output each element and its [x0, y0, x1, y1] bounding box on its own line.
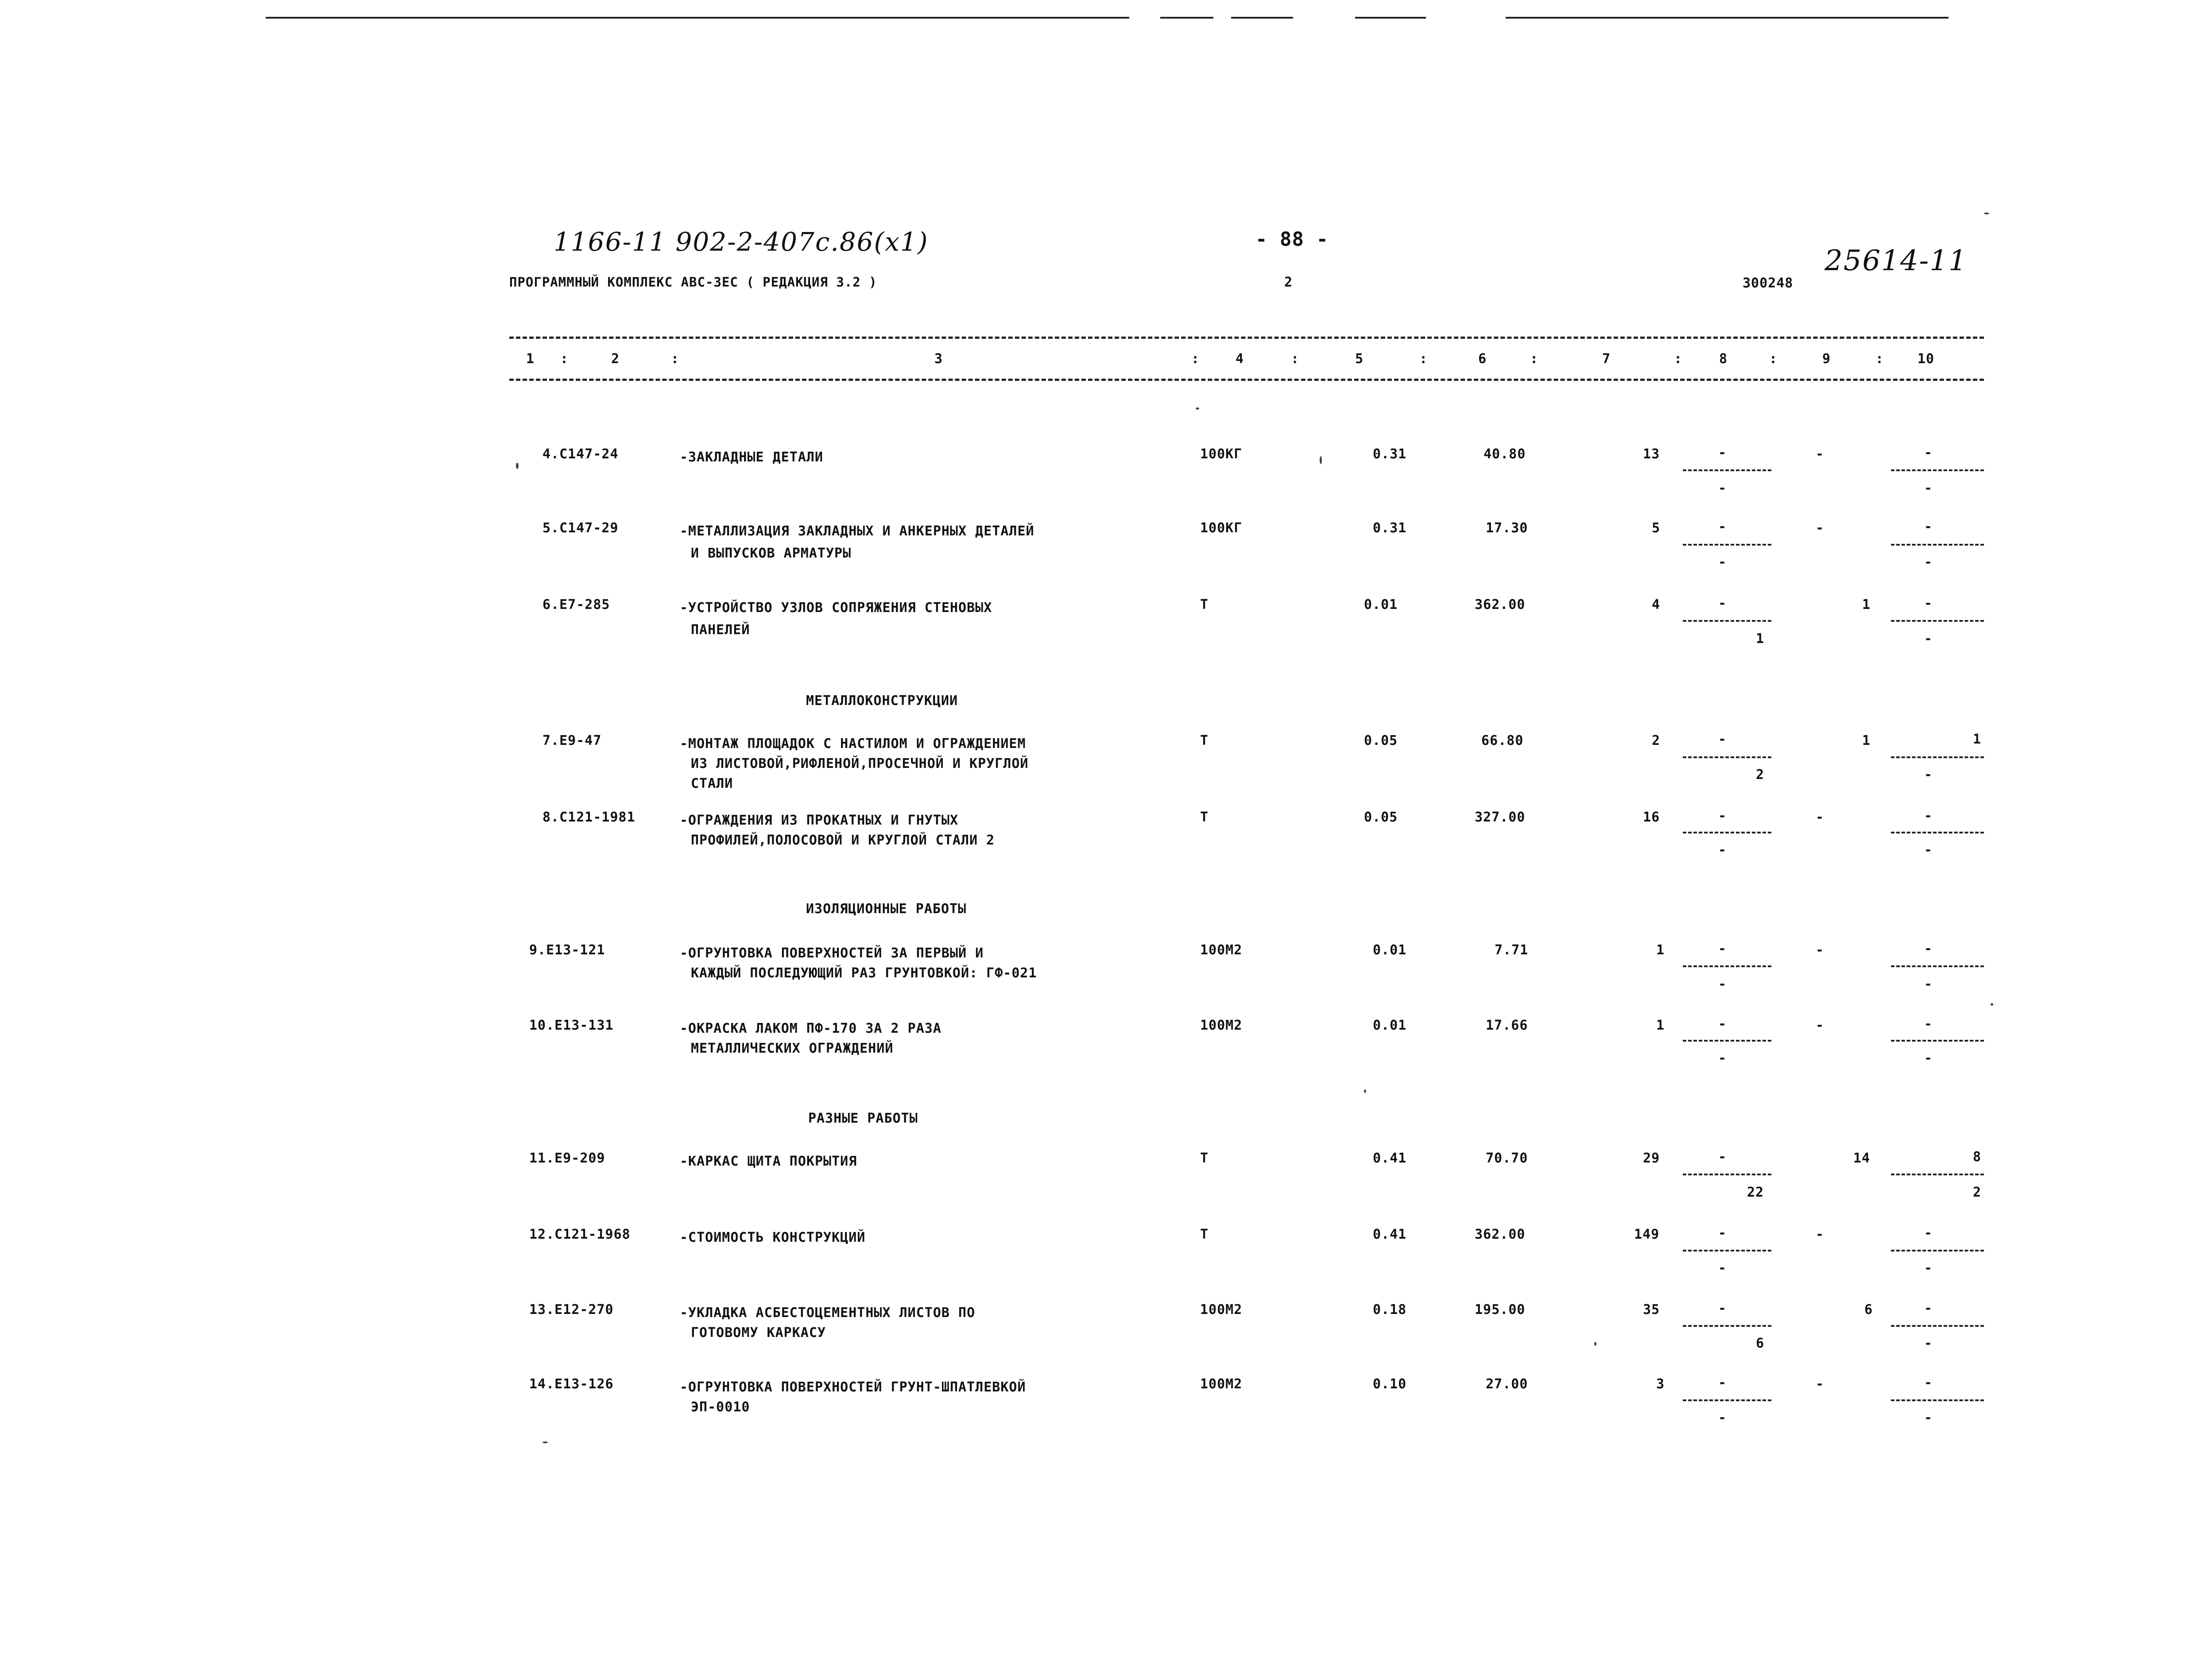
row-c8-bot: -	[1718, 842, 1727, 858]
col-sep: :	[1530, 351, 1539, 367]
col-header-1: 1	[526, 351, 535, 367]
row-price: 27.00	[1486, 1376, 1528, 1392]
row-c8-bot: -	[1718, 976, 1727, 992]
row-c10-bot: -	[1924, 1336, 1933, 1351]
row-code: 9.E13-121	[529, 942, 605, 958]
row-c8-top: -	[1718, 1301, 1727, 1316]
row-code: 11.E9-209	[529, 1151, 605, 1166]
row-c9: -	[1816, 1376, 1825, 1392]
sheet-number: 2	[1284, 275, 1293, 290]
row-unit: 100М2	[1200, 942, 1243, 958]
row-c8-top: -	[1718, 596, 1727, 611]
cell-rule	[1891, 1399, 1984, 1401]
cell-rule	[1891, 1174, 1984, 1175]
cell-rule	[1683, 832, 1771, 833]
scan-speck	[1594, 1342, 1596, 1346]
scan-edge-line	[1506, 17, 1949, 19]
row-unit: 100КГ	[1200, 520, 1243, 536]
col-header-8: 8	[1719, 351, 1728, 367]
row-code: 8.C121-1981	[542, 810, 635, 825]
row-c9: -	[1816, 942, 1825, 958]
scan-speck	[516, 463, 519, 469]
row-name: ИЗ ЛИСТОВОЙ,РИФЛЕНОЙ,ПРОСЕЧНОЙ И КРУГЛОЙ	[691, 756, 1029, 771]
col-sep: :	[1191, 351, 1200, 367]
col-sep: :	[1769, 351, 1778, 367]
row-c10-top: -	[1924, 1375, 1933, 1391]
row-price: 70.70	[1486, 1151, 1528, 1166]
col-header-5: 5	[1355, 351, 1364, 367]
cell-rule	[1891, 1250, 1984, 1252]
cell-rule	[1683, 1174, 1771, 1175]
row-unit: Т	[1200, 1151, 1209, 1166]
cell-rule	[1891, 756, 1984, 758]
row-c10-bot: -	[1924, 480, 1933, 496]
col-sep: :	[671, 351, 680, 367]
col-header-6: 6	[1478, 351, 1487, 367]
col-header-7: 7	[1602, 351, 1611, 367]
cell-rule	[1683, 756, 1771, 758]
col-header-3: 3	[934, 351, 943, 367]
row-c8-top: -	[1718, 1225, 1727, 1241]
scan-speck	[1984, 213, 1989, 214]
cell-rule	[1683, 1040, 1771, 1042]
row-code: 6.E7-285	[542, 597, 610, 612]
row-unit: 100М2	[1200, 1302, 1243, 1317]
row-unit: 100М2	[1200, 1018, 1243, 1033]
handwritten-reference-right: 25614-11	[1825, 244, 1968, 277]
row-qty: 0.05	[1364, 733, 1398, 748]
row-name: ЭП-0010	[691, 1399, 750, 1415]
cell-rule	[1683, 1399, 1771, 1401]
row-c7: 2	[1652, 733, 1661, 748]
row-c10-bot: -	[1924, 1050, 1933, 1066]
row-c10-top: -	[1924, 519, 1933, 535]
row-c10-top: -	[1924, 445, 1933, 461]
col-header-4: 4	[1236, 351, 1244, 367]
scan-speck	[1364, 1089, 1366, 1093]
row-unit: Т	[1200, 1227, 1209, 1242]
row-c7: 13	[1643, 446, 1660, 462]
row-c8-bot: 22	[1747, 1185, 1764, 1200]
row-c10-top: -	[1924, 941, 1933, 957]
row-price: 17.66	[1486, 1018, 1528, 1033]
row-c9: 1	[1862, 597, 1871, 612]
row-c9: -	[1816, 446, 1825, 462]
row-code: 10.E13-131	[529, 1018, 614, 1033]
row-c8-top: -	[1718, 1016, 1727, 1032]
scan-speck	[1320, 456, 1322, 464]
row-qty: 0.10	[1373, 1376, 1407, 1392]
scan-edge-line	[266, 17, 1129, 19]
row-price: 327.00	[1475, 810, 1526, 825]
row-name: КАЖДЫЙ ПОСЛЕДУЮЩИЙ РАЗ ГРУНТОВКОЙ: ГФ-021	[691, 965, 1037, 981]
col-sep: :	[1875, 351, 1884, 367]
page-number: - 88 -	[1255, 228, 1329, 251]
cell-rule	[1891, 1325, 1984, 1327]
row-price: 66.80	[1481, 733, 1524, 748]
row-c10-top: 8	[1973, 1149, 1982, 1165]
row-unit: Т	[1200, 733, 1209, 748]
row-c8-bot: -	[1718, 1260, 1727, 1276]
row-c8-bot: -	[1718, 1050, 1727, 1066]
row-c8-bot: -	[1718, 1410, 1727, 1426]
row-name: -ОГРУНТОВКА ПОВЕРХНОСТЕЙ ГРУНТ-ШПАТЛЕВКОЙ	[680, 1379, 1026, 1395]
row-c10-bot: -	[1924, 1410, 1933, 1426]
row-c10-bot: -	[1924, 631, 1933, 647]
row-c7: 149	[1634, 1227, 1660, 1242]
row-c8-bot: -	[1718, 554, 1727, 570]
row-c9: 14	[1853, 1151, 1871, 1166]
col-sep: :	[560, 351, 569, 367]
cell-rule	[1891, 620, 1984, 622]
row-c7: 5	[1652, 520, 1661, 536]
row-qty: 0.01	[1364, 597, 1398, 612]
row-unit: 100М2	[1200, 1376, 1243, 1392]
row-code: 13.E12-270	[529, 1302, 614, 1317]
program-header: ПРОГРАММНЫЙ КОМПЛЕКС АВС-ЗЕС ( РЕДАКЦИЯ 3.2 )	[509, 275, 877, 290]
row-qty: 0.05	[1364, 810, 1398, 825]
row-qty: 0.01	[1373, 1018, 1407, 1033]
row-unit: Т	[1200, 597, 1209, 612]
row-price: 17.30	[1486, 520, 1528, 536]
row-c8-bot: 2	[1756, 767, 1765, 783]
row-name: -ОГРАЖДЕНИЯ ИЗ ПРОКАТНЫХ И ГНУТЫХ	[680, 813, 959, 828]
col-sep: :	[1419, 351, 1428, 367]
cell-rule	[1891, 469, 1984, 471]
cell-rule	[1891, 544, 1984, 546]
row-c10-top: -	[1924, 1301, 1933, 1316]
cell-rule	[1683, 1325, 1771, 1327]
row-c10-top: -	[1924, 596, 1933, 611]
row-c9: -	[1816, 520, 1825, 536]
row-name: -СТОИМОСТЬ КОНСТРУКЦИЙ	[680, 1230, 866, 1245]
row-unit: 100КГ	[1200, 446, 1243, 462]
row-c10-bot: 2	[1973, 1185, 1982, 1200]
row-name: СТАЛИ	[691, 776, 733, 791]
row-c8-top: -	[1718, 941, 1727, 957]
row-name: -ЗАКЛАДНЫЕ ДЕТАЛИ	[680, 449, 824, 465]
row-name: -ОКРАСКА ЛАКОМ ПФ-170 ЗА 2 РАЗА	[680, 1021, 941, 1036]
scan-edge-line	[1355, 17, 1426, 19]
row-c8-top: -	[1718, 1375, 1727, 1391]
row-c9: 6	[1864, 1302, 1873, 1317]
section-heading: ИЗОЛЯЦИОННЫЕ РАБОТЫ	[806, 901, 967, 917]
row-c7: 29	[1643, 1151, 1660, 1166]
row-c7: 35	[1643, 1302, 1660, 1317]
row-c10-top: 1	[1973, 732, 1982, 747]
row-code: 12.C121-1968	[529, 1227, 631, 1242]
row-price: 7.71	[1495, 942, 1529, 958]
row-c8-bot: -	[1718, 480, 1727, 496]
row-c8-bot: 1	[1756, 631, 1765, 647]
scan-speck	[1991, 1003, 1993, 1006]
row-name: ГОТОВОМУ КАРКАСУ	[691, 1325, 826, 1341]
row-qty: 0.31	[1373, 446, 1407, 462]
handwritten-reference-left: 1166-11 902-2-407c.86(x1)	[554, 227, 929, 257]
row-qty: 0.41	[1373, 1151, 1407, 1166]
section-heading: МЕТАЛЛОКОНСТРУКЦИИ	[806, 693, 958, 709]
document-code: 300248	[1743, 275, 1794, 291]
row-name: -УКЛАДКА АСБЕСТОЦЕМЕНТНЫХ ЛИСТОВ ПО	[680, 1305, 976, 1321]
row-c10-bot: -	[1924, 976, 1933, 992]
row-qty: 0.31	[1373, 520, 1407, 536]
header-rule-bottom	[509, 379, 1984, 381]
row-code: 7.E9-47	[542, 733, 602, 748]
row-code: 14.E13-126	[529, 1376, 614, 1392]
row-name: -МЕТАЛЛИЗАЦИЯ ЗАКЛАДНЫХ И АНКЕРНЫХ ДЕТАЛЕЙ	[680, 523, 1034, 539]
row-price: 195.00	[1475, 1302, 1526, 1317]
row-c8-top: -	[1718, 1149, 1727, 1165]
row-c10-top: -	[1924, 808, 1933, 824]
row-c8-top: -	[1718, 445, 1727, 461]
row-name: -КАРКАС ЩИТА ПОКРЫТИЯ	[680, 1154, 857, 1169]
col-sep: :	[1291, 351, 1300, 367]
row-c7: 4	[1652, 597, 1661, 612]
row-c10-top: -	[1924, 1016, 1933, 1032]
row-name: ПАНЕЛЕЙ	[691, 622, 750, 638]
cell-rule	[1683, 469, 1771, 471]
row-c10-top: -	[1924, 1225, 1933, 1241]
row-c10-bot: -	[1924, 554, 1933, 570]
row-code: 4.C147-24	[542, 446, 619, 462]
scan-edge-line	[1231, 17, 1293, 19]
row-unit: Т	[1200, 810, 1209, 825]
row-name: -УСТРОЙСТВО УЗЛОВ СОПРЯЖЕНИЯ СТЕНОВЫХ	[680, 600, 992, 616]
row-c9: -	[1816, 810, 1825, 825]
row-name: -МОНТАЖ ПЛОЩАДОК С НАСТИЛОМ И ОГРАЖДЕНИЕМ	[680, 736, 1026, 752]
row-c8-top: -	[1718, 519, 1727, 535]
section-heading: РАЗНЫЕ РАБОТЫ	[808, 1111, 918, 1126]
cell-rule	[1683, 1250, 1771, 1252]
header-rule-top	[509, 337, 1984, 339]
row-c7: 1	[1656, 942, 1665, 958]
scan-edge-line	[1160, 17, 1213, 19]
scan-speck	[1196, 407, 1199, 410]
row-c8-top: -	[1718, 732, 1727, 747]
row-c8-bot: 6	[1756, 1336, 1765, 1351]
row-name: МЕТАЛЛИЧЕСКИХ ОГРАЖДЕНИЙ	[691, 1041, 894, 1056]
row-name: -ОГРУНТОВКА ПОВЕРХНОСТЕЙ ЗА ПЕРВЫЙ И	[680, 945, 984, 961]
row-name: ПРОФИЛЕЙ,ПОЛОСОВОЙ И КРУГЛОЙ СТАЛИ 2	[691, 833, 995, 848]
row-c7: 1	[1656, 1018, 1665, 1033]
row-price: 40.80	[1484, 446, 1526, 462]
row-c7: 3	[1656, 1376, 1665, 1392]
scan-speck	[542, 1441, 548, 1443]
row-qty: 0.18	[1373, 1302, 1407, 1317]
cell-rule	[1683, 620, 1771, 622]
row-price: 362.00	[1475, 597, 1526, 612]
cell-rule	[1891, 1040, 1984, 1042]
cell-rule	[1891, 832, 1984, 833]
row-c8-top: -	[1718, 808, 1727, 824]
col-header-10: 10	[1918, 351, 1935, 367]
row-price: 362.00	[1475, 1227, 1526, 1242]
row-c10-bot: -	[1924, 1260, 1933, 1276]
row-c10-bot: -	[1924, 767, 1933, 783]
row-c10-bot: -	[1924, 842, 1933, 858]
row-qty: 0.01	[1373, 942, 1407, 958]
row-c7: 16	[1643, 810, 1660, 825]
row-c9: 1	[1862, 733, 1871, 748]
col-header-9: 9	[1822, 351, 1831, 367]
cell-rule	[1683, 544, 1771, 546]
cell-rule	[1683, 965, 1771, 967]
row-c9: -	[1816, 1018, 1825, 1033]
row-qty: 0.41	[1373, 1227, 1407, 1242]
row-code: 5.C147-29	[542, 520, 619, 536]
row-c9: -	[1816, 1227, 1825, 1242]
col-header-2: 2	[611, 351, 620, 367]
col-sep: :	[1674, 351, 1683, 367]
row-name: И ВЫПУСКОВ АРМАТУРЫ	[691, 546, 852, 561]
cell-rule	[1891, 965, 1984, 967]
